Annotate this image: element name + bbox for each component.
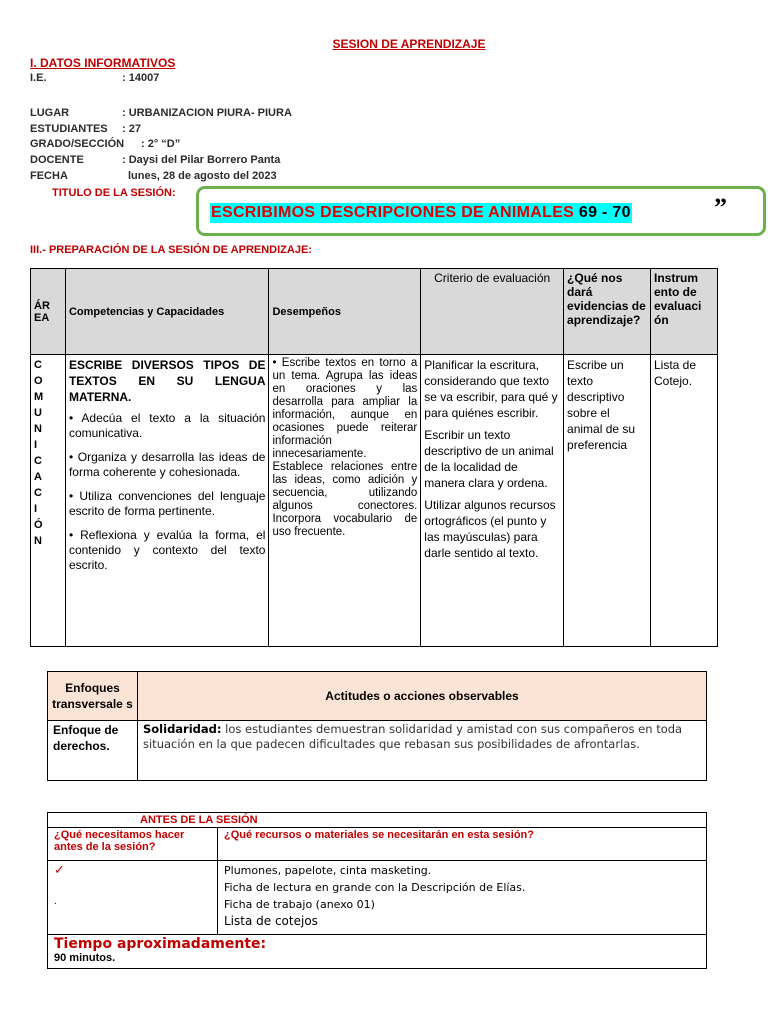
info-value: : 2° “D” <box>141 138 181 150</box>
header-actitudes: Actitudes o acciones observables <box>138 672 707 721</box>
actitud-text: los estudiantes demuestran solidaridad y amistad con sus compañeros en toda situación en la que padecen dificultades que rebasan sus posibilidades de afrontarlas. <box>143 722 683 751</box>
info-label: FECHA <box>30 170 68 182</box>
competencias-table <box>30 268 718 647</box>
table-row <box>48 721 707 781</box>
tiempo-value: 90 minutos. <box>54 952 116 964</box>
antes-table <box>47 812 707 969</box>
session-title-label: TITULO DE LA SESIÓN: <box>52 187 176 199</box>
tiempo-cell <box>48 935 707 969</box>
capacidad-item: • Reflexiona y evalúa la forma, el contenido y contexto del texto escrito. <box>68 528 266 572</box>
area-letter: O <box>34 375 43 387</box>
criterio-item: Planificar la escritura, considerando que texto se va escribir, para qué y para quiénes escribir. <box>424 358 558 420</box>
area-letter: M <box>34 391 44 403</box>
area-letter: U <box>34 407 42 419</box>
evidencia-cell: Escribe un texto descriptivo sobre el animal de su preferencia <box>564 355 651 647</box>
area-letter: A <box>34 471 42 483</box>
info-label: DOCENTE <box>30 154 84 166</box>
info-label: LUGAR <box>30 107 70 119</box>
header-enfoques: Enfoques transversale s <box>48 672 138 721</box>
criterio-item: Escribir un texto descriptivo de un animal de la localidad de manera clara y ordena. <box>424 428 554 490</box>
header-competencias: Competencias y Capacidades <box>65 269 269 355</box>
antes-title-row <box>48 813 707 828</box>
area-letter: Ó <box>34 519 43 531</box>
tiempo-label: Tiempo aproximadamente: <box>54 936 267 952</box>
header-desempenos: Desempeños <box>269 269 421 355</box>
info-value: : URBANIZACION PIURA- PIURA <box>122 107 292 119</box>
enfoques-table <box>47 671 707 781</box>
recurso-item: Ficha de trabajo (anexo 01) <box>224 898 375 911</box>
info-label: GRADO/SECCIÓN <box>30 138 125 150</box>
info-value: : Daysi del Pilar Borrero Panta <box>122 154 281 166</box>
table-row <box>48 861 707 935</box>
info-value: lunes, 28 de agosto del 2023 <box>128 170 277 182</box>
enfoques-header-row <box>48 672 707 721</box>
dot-mark: . <box>54 896 57 907</box>
desempeno-cell: • Escribe textos en torno a un tema. Agrupa las ideas en oraciones y las desarrolla para ampliar la información, aunque en ocasiones puede reiterar información innecesariamente. Establece relaciones entre las ideas, como adición y secuencia, utilizando algunos conectores. Incorpora vocabulario de uso frecuente. <box>269 355 421 647</box>
criterio-item: Utilizar algunos recursos ortográficos (el punto y las mayúsculas) para darle sentido al texto. <box>424 498 556 560</box>
info-value: : 27 <box>122 123 141 135</box>
recursos-cell <box>218 861 707 935</box>
area-letter: C <box>34 455 42 467</box>
question-left: ¿Qué necesitamos hacer antes de la sesión? <box>48 828 218 861</box>
instrumento-cell: Lista de Cotejo. <box>651 355 718 647</box>
header-criterio: Criterio de evaluación <box>421 269 564 355</box>
area-letter: N <box>34 423 42 435</box>
check-icon: ✓ <box>54 862 65 877</box>
antes-left-cell <box>48 861 218 935</box>
document-title: SESION DE APRENDIZAJE <box>332 37 486 51</box>
area-letter: C <box>34 487 42 499</box>
competencias-cell <box>65 355 269 647</box>
session-title <box>210 203 632 223</box>
tiempo-row <box>48 935 707 969</box>
antes-title: ANTES DE LA SESIÓN <box>48 813 707 828</box>
recurso-item: Lista de cotejos <box>224 914 318 928</box>
section-preparacion: III.- PREPARACIÓN DE LA SESIÓN DE APRENDIZAJE: <box>30 244 312 256</box>
info-label: I.E. <box>30 72 47 84</box>
competencia-title: ESCRIBE DIVERSOS TIPOS DE TEXTOS EN SU LENGUA MATERNA. <box>68 358 266 404</box>
question-right: ¿Qué recursos o materiales se necesitarán en esta sesión? <box>218 828 707 861</box>
info-value: : 14007 <box>122 72 160 84</box>
criterio-cell <box>421 355 564 647</box>
section-datos-informativos: I. DATOS INFORMATIVOS <box>30 56 176 70</box>
header-area: ÁR EA <box>31 269 66 355</box>
actitud-cell <box>138 721 707 781</box>
header-evidencias: ¿Qué nos dará evidencias de aprendizaje? <box>564 269 651 355</box>
enfoque-cell: Enfoque de derechos. <box>48 721 138 781</box>
capacidad-item: • Adecúa el texto a la situación comunicativa. <box>68 411 266 440</box>
info-label: ESTUDIANTES <box>30 123 108 135</box>
area-vertical-label <box>31 355 66 647</box>
actitud-bold: Solidaridad: <box>143 722 222 736</box>
area-letter: I <box>34 503 38 515</box>
closing-quote: ” <box>714 193 727 222</box>
area-letter: C <box>34 359 42 371</box>
table-header-row <box>31 269 718 355</box>
capacidad-item: • Utiliza convenciones del lenguaje escrito de forma pertinente. <box>68 489 266 518</box>
session-title-main: ESCRIBIMOS DESCRIPCIONES DE ANIMALES <box>211 204 575 221</box>
area-letter: I <box>34 439 38 451</box>
antes-questions-row <box>48 828 707 861</box>
recurso-item: Plumones, papelote, cinta masketing. <box>224 864 432 877</box>
recurso-item: Ficha de lectura en grande con la Descripción de Elías. <box>224 881 526 894</box>
capacidad-item: • Organiza y desarrolla las ideas de forma coherente y cohesionada. <box>68 450 266 479</box>
header-instrumento: Instrum ento de evaluaci ón <box>651 269 718 355</box>
session-title-pages: 69 - 70 <box>578 204 631 221</box>
table-row <box>31 355 718 647</box>
area-letter: N <box>34 535 42 547</box>
